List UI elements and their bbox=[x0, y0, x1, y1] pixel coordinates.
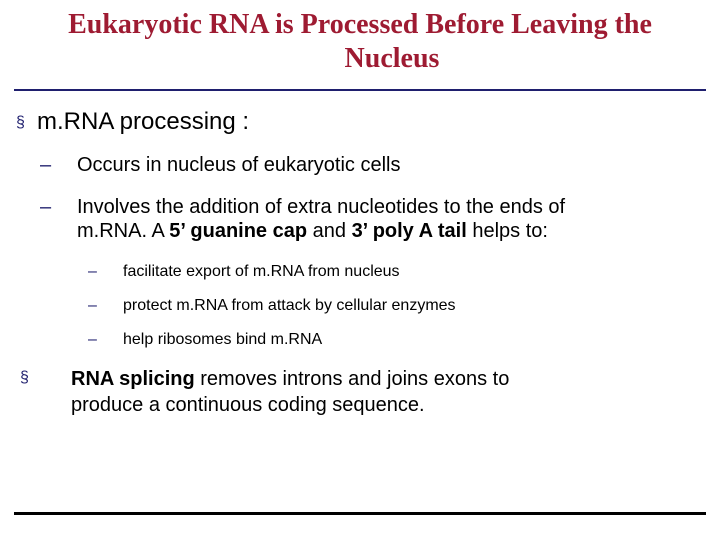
bullet-text: protect m.RNA from attack by cellular enzymes bbox=[123, 297, 456, 314]
dash-bullet-icon: – bbox=[88, 331, 97, 348]
sub-sub-bullet-export bbox=[88, 262, 400, 282]
dash-bullet-icon: – bbox=[88, 263, 97, 280]
bullet-text: m.RNA processing : bbox=[37, 108, 250, 135]
bullet-text bbox=[77, 195, 565, 243]
sub-sub-bullet-ribosomes bbox=[88, 330, 322, 350]
bullet-text: facilitate export of m.RNA from nucleus bbox=[123, 263, 400, 280]
bullet-line-2-suffix: helps to: bbox=[466, 220, 548, 242]
dash-bullet-icon: – bbox=[40, 196, 52, 218]
sub-sub-bullet-protect bbox=[88, 296, 456, 316]
rna-splicing-term: RNA splicing bbox=[71, 368, 195, 390]
dash-bullet-icon: – bbox=[88, 297, 97, 314]
title-divider bbox=[14, 89, 706, 91]
sub-bullet-involves bbox=[40, 195, 680, 243]
square-bullet-icon: § bbox=[20, 369, 29, 386]
sub-bullet-occurs bbox=[40, 153, 680, 177]
poly-a-tail-term: 3’ poly A tail bbox=[351, 220, 467, 242]
bullet-rna-splicing bbox=[16, 366, 509, 418]
title-line-1: Eukaryotic RNA is Processed Before Leaving the bbox=[68, 9, 652, 40]
bullet-line-1-rest: removes introns and joins exons to bbox=[194, 368, 510, 390]
guanine-cap-term: 5’ guanine cap bbox=[169, 220, 308, 242]
footer-divider bbox=[14, 512, 706, 515]
bullet-line-2: produce a continuous coding sequence. bbox=[71, 394, 425, 416]
bullet-line-2-mid: and bbox=[307, 220, 352, 242]
bullet-text bbox=[71, 366, 509, 418]
bullet-mrna-processing bbox=[16, 109, 249, 135]
slide-title bbox=[0, 8, 720, 76]
bullet-text: help ribosomes bind m.RNA bbox=[123, 331, 323, 348]
dash-bullet-icon: – bbox=[40, 154, 52, 176]
bullet-line-1: Involves the addition of extra nucleotides to the ends of bbox=[77, 196, 566, 218]
title-line-2: Nucleus bbox=[344, 43, 440, 74]
square-bullet-icon: § bbox=[16, 114, 25, 131]
bullet-text: Occurs in nucleus of eukaryotic cells bbox=[77, 154, 401, 176]
bullet-line-2-prefix: m.RNA. A bbox=[77, 220, 170, 242]
